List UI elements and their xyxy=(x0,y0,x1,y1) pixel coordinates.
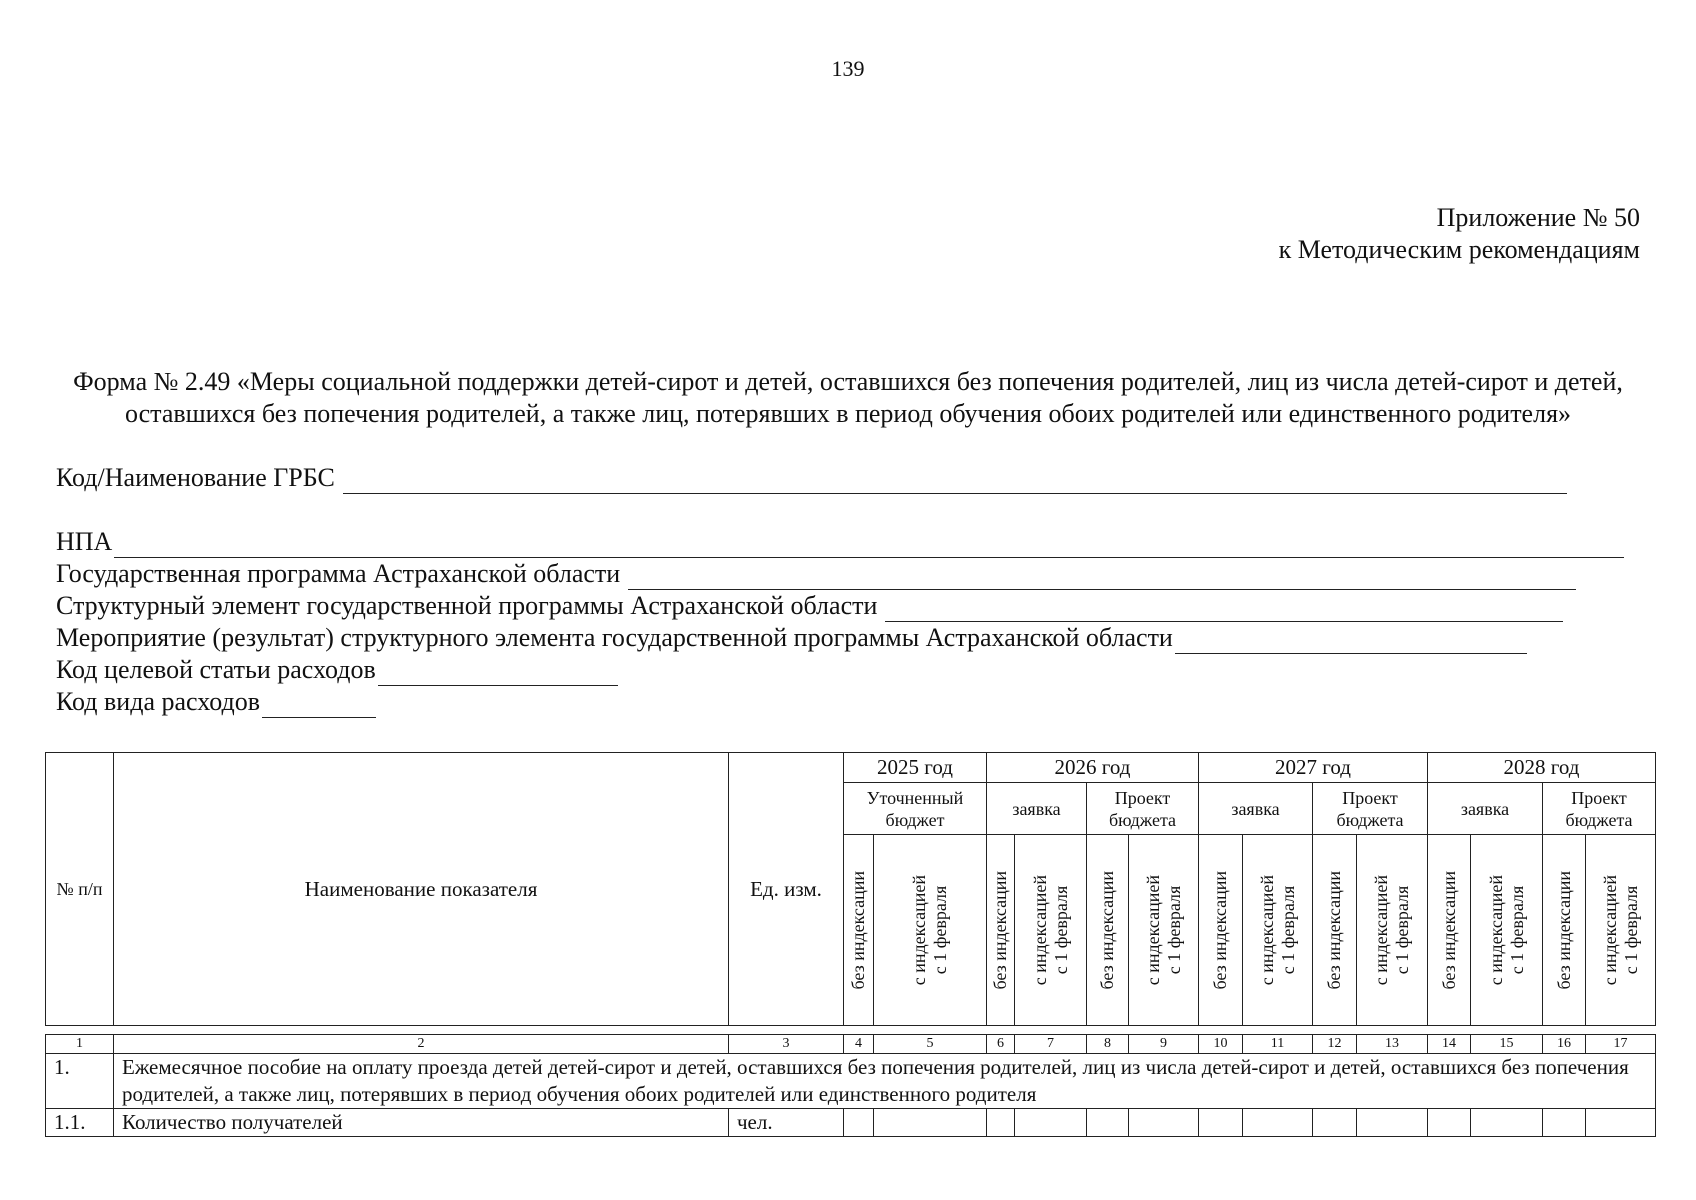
appendix-header xyxy=(1279,202,1640,266)
column-number: 5 xyxy=(874,1035,987,1054)
header-no: № п/п xyxy=(46,753,114,1026)
header-unit: Ед. изм. xyxy=(729,753,844,1026)
field-npa-label: НПА xyxy=(56,527,113,556)
with-indexing-label: с индексацией xyxy=(1142,874,1163,986)
table-row xyxy=(46,1054,1656,1109)
column-number: 14 xyxy=(1428,1035,1471,1054)
value-cell[interactable] xyxy=(1313,1109,1357,1137)
with-indexing-label: с индексацией xyxy=(1599,874,1620,986)
header-without-indexing xyxy=(987,835,1015,1026)
without-indexing-label: без индексации xyxy=(1210,870,1230,990)
field-event xyxy=(56,622,1527,654)
column-number: 17 xyxy=(1586,1035,1656,1054)
column-number: 9 xyxy=(1129,1035,1199,1054)
field-program xyxy=(56,558,1576,590)
value-cell[interactable] xyxy=(1428,1109,1471,1137)
header-year-2026: 2026 год xyxy=(987,753,1199,783)
column-number: 12 xyxy=(1313,1035,1357,1054)
column-number: 3 xyxy=(729,1035,844,1054)
row-2-no: 1.1. xyxy=(46,1109,114,1137)
field-expense-code-line[interactable] xyxy=(262,691,376,718)
value-cell[interactable] xyxy=(1129,1109,1199,1137)
field-grbs-label: Код/Наименование ГРБС xyxy=(56,463,335,492)
without-indexing-label: без индексации xyxy=(848,870,868,990)
field-target-code-label: Код целевой статьи расходов xyxy=(56,655,376,684)
header-without-indexing xyxy=(844,835,874,1026)
value-cell[interactable] xyxy=(1471,1109,1543,1137)
column-number: 11 xyxy=(1243,1035,1313,1054)
page-number: 139 xyxy=(831,56,865,81)
header-without-indexing xyxy=(1087,835,1129,1026)
field-target-code xyxy=(56,654,618,686)
header-2028-request: заявка xyxy=(1428,783,1543,835)
header-without-indexing xyxy=(1428,835,1471,1026)
value-cell[interactable] xyxy=(1087,1109,1129,1137)
header-name: Наименование показателя xyxy=(114,753,729,1026)
value-cell[interactable] xyxy=(844,1109,874,1137)
column-number: 15 xyxy=(1471,1035,1543,1054)
header-year-2025: 2025 год xyxy=(844,753,987,783)
header-with-indexing xyxy=(1243,835,1313,1026)
header-with-indexing xyxy=(1129,835,1199,1026)
field-expense-code-label: Код вида расходов xyxy=(56,687,260,716)
field-expense-code xyxy=(56,686,376,718)
column-number: 2 xyxy=(114,1035,729,1054)
form-title: Форма № 2.49 «Меры социальной поддержки детей-сирот и детей, оставшихся без попечения родителей, лиц из числа детей-сирот и детей, оставшихся без попечения родителей, а также лиц, потерявших в период обучения обоих родителей или единственного родителя» xyxy=(73,367,1623,428)
header-without-indexing xyxy=(1543,835,1586,1026)
without-indexing-label: без индексации xyxy=(990,870,1010,990)
header-2026-draft-budget: Проект бюджета xyxy=(1087,783,1199,835)
with-indexing-date: с 1 февраля xyxy=(1506,885,1527,975)
header-year-2028: 2028 год xyxy=(1428,753,1656,783)
header-2027-draft-budget: Проект бюджета xyxy=(1313,783,1428,835)
indicators-table xyxy=(45,752,1656,1137)
field-struct-element-label: Структурный элемент государственной программы Астраханской области xyxy=(56,591,878,620)
with-indexing-date: с 1 февраля xyxy=(1620,885,1641,975)
row-1-no: 1. xyxy=(46,1054,114,1109)
value-cell[interactable] xyxy=(874,1109,987,1137)
with-indexing-date: с 1 февраля xyxy=(1277,885,1298,975)
row-2-unit: чел. xyxy=(729,1109,844,1137)
header-with-indexing xyxy=(1586,835,1656,1026)
column-number: 16 xyxy=(1543,1035,1586,1054)
appendix-line-2: к Методическим рекомендациям xyxy=(1278,235,1640,264)
with-indexing-date: с 1 февраля xyxy=(930,885,950,975)
field-program-line[interactable] xyxy=(628,563,1576,590)
header-2028-draft-budget: Проект бюджета xyxy=(1543,783,1656,835)
appendix-line-1: Приложение № 50 xyxy=(1436,203,1640,232)
header-2027-request: заявка xyxy=(1199,783,1313,835)
column-number: 4 xyxy=(844,1035,874,1054)
with-indexing-label: с индексацией xyxy=(909,874,929,986)
header-without-indexing xyxy=(1199,835,1243,1026)
column-number: 10 xyxy=(1199,1035,1243,1054)
table-row xyxy=(46,1109,1656,1137)
row-1-name: Ежемесячное пособие на оплату проезда детей детей-сирот и детей, оставшихся без попечения родителей, лиц из числа детей-сирот и детей, оставшихся без попечения родителей, а также лиц, потерявших в период обучения обоих родителей или единственного родителя xyxy=(114,1054,1656,1109)
value-cell[interactable] xyxy=(1015,1109,1087,1137)
with-indexing-label: с индексацией xyxy=(1256,874,1277,986)
field-grbs xyxy=(56,462,1567,494)
with-indexing-label: с индексацией xyxy=(1485,874,1506,986)
header-with-indexing xyxy=(1357,835,1428,1026)
field-struct-element xyxy=(56,590,1563,622)
with-indexing-label: с индексацией xyxy=(1371,874,1391,986)
column-number: 6 xyxy=(987,1035,1015,1054)
value-cell[interactable] xyxy=(987,1109,1015,1137)
field-npa xyxy=(56,526,1624,558)
header-without-indexing xyxy=(1313,835,1357,1026)
with-indexing-date: с 1 февраля xyxy=(1163,885,1184,975)
field-event-label: Мероприятие (результат) структурного элемента государственной программы Астраханской области xyxy=(56,623,1173,652)
field-program-label: Государственная программа Астраханской области xyxy=(56,559,621,588)
with-indexing-label: с индексацией xyxy=(1029,874,1050,986)
field-grbs-line[interactable] xyxy=(343,467,1567,494)
value-cell[interactable] xyxy=(1243,1109,1313,1137)
field-npa-line[interactable] xyxy=(114,531,1624,558)
field-event-line[interactable] xyxy=(1175,627,1527,654)
with-indexing-date: с 1 февраля xyxy=(1392,885,1412,975)
column-number: 1 xyxy=(46,1035,114,1054)
header-with-indexing xyxy=(1471,835,1543,1026)
header-2025-refined-budget: Уточненный бюджет xyxy=(844,783,987,835)
without-indexing-label: без индексации xyxy=(1553,870,1574,990)
field-struct-element-line[interactable] xyxy=(885,595,1563,622)
header-2026-request: заявка xyxy=(987,783,1087,835)
header-with-indexing xyxy=(874,835,987,1026)
without-indexing-label: без индексации xyxy=(1324,870,1344,990)
value-cell[interactable] xyxy=(1357,1109,1428,1137)
header-year-2027: 2027 год xyxy=(1199,753,1428,783)
without-indexing-label: без индексации xyxy=(1438,870,1459,990)
column-number: 7 xyxy=(1015,1035,1087,1054)
field-target-code-line[interactable] xyxy=(378,659,618,686)
value-cell[interactable] xyxy=(1586,1109,1656,1137)
column-number: 13 xyxy=(1357,1035,1428,1054)
value-cell[interactable] xyxy=(1199,1109,1243,1137)
header-with-indexing xyxy=(1015,835,1087,1026)
without-indexing-label: без индексации xyxy=(1097,870,1117,990)
with-indexing-date: с 1 февраля xyxy=(1050,885,1071,975)
column-number: 8 xyxy=(1087,1035,1129,1054)
value-cell[interactable] xyxy=(1543,1109,1586,1137)
row-2-name: Количество получателей xyxy=(114,1109,729,1137)
